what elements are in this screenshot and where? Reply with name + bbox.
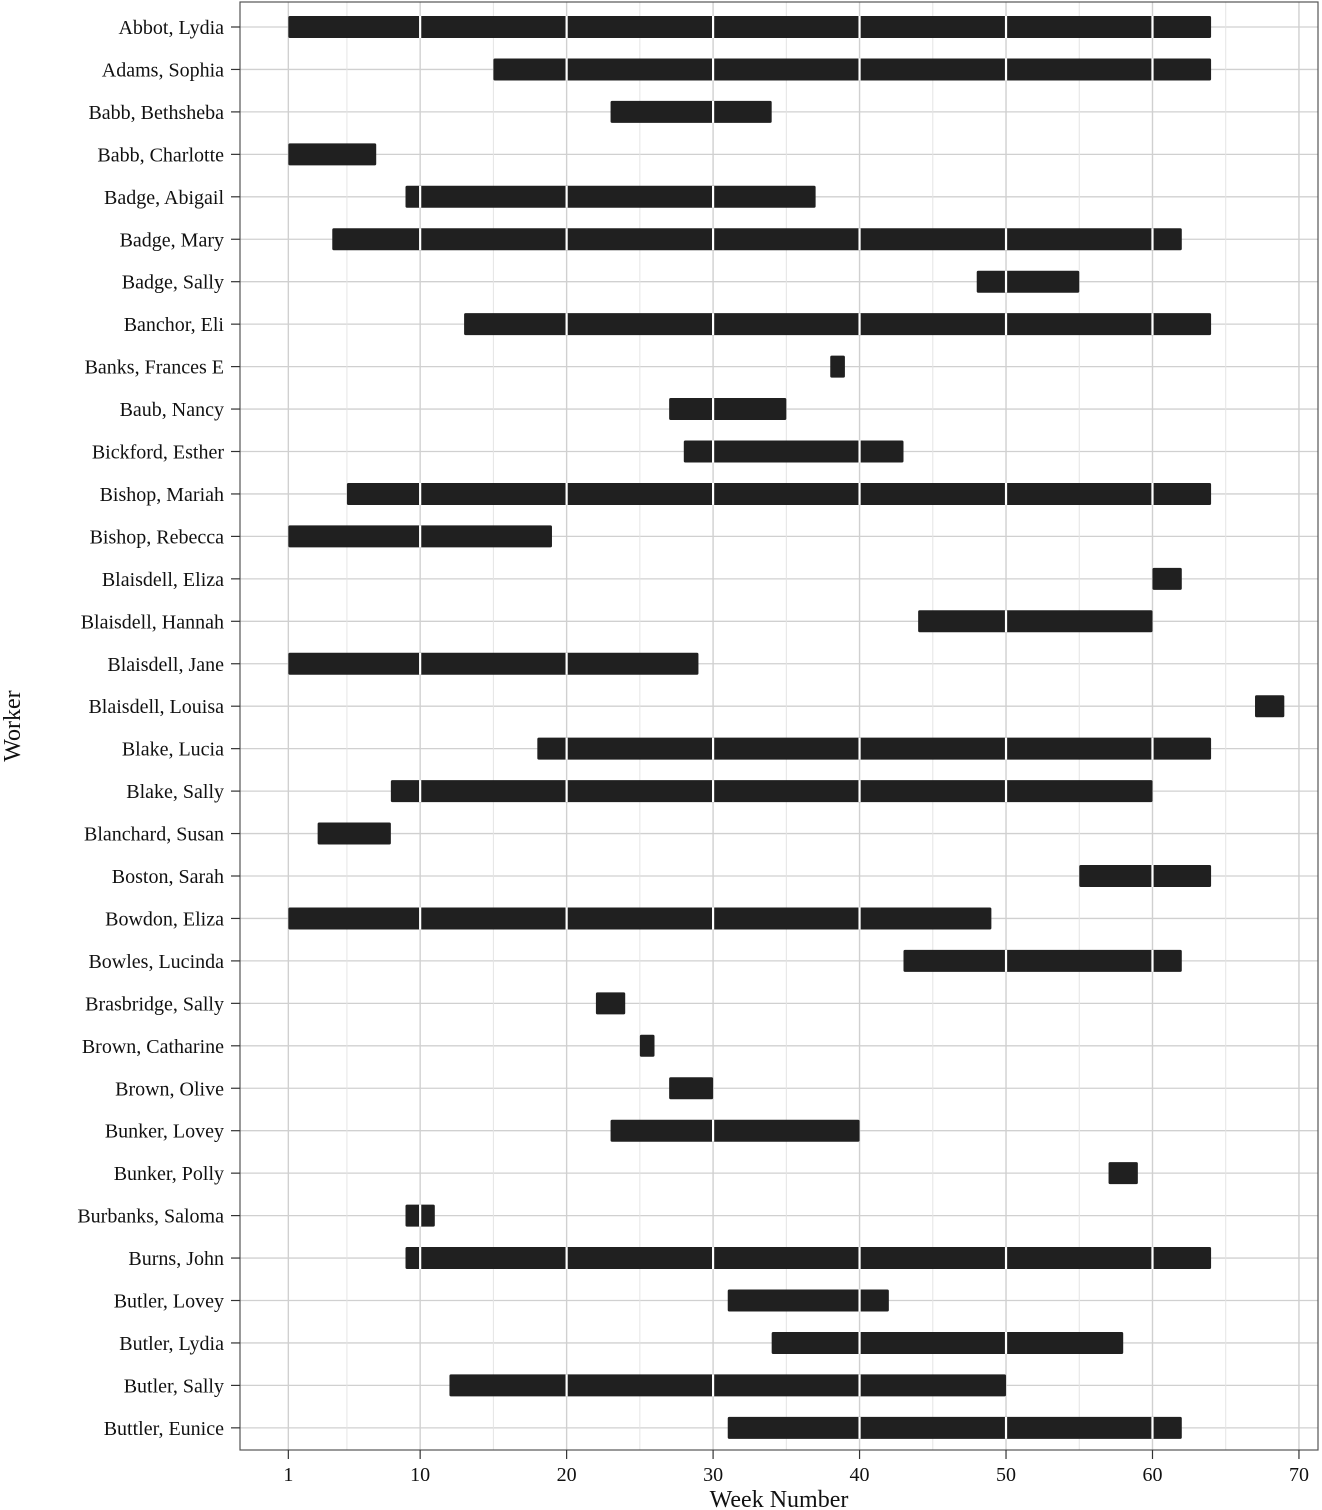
bar-banchor-eli [464, 313, 1211, 335]
x-tick-label: 60 [1142, 1464, 1163, 1486]
bar-blake-sally [391, 780, 1153, 802]
y-tick-label: Butler, Sally [123, 1375, 224, 1398]
bar-blanchard-susan [318, 823, 391, 845]
x-axis-title: Week Number [709, 1487, 849, 1510]
x-tick-label: 1 [283, 1464, 294, 1486]
bar-bowles-lucinda [903, 950, 1181, 972]
y-tick-label: Banchor, Eli [123, 314, 224, 337]
bar-buttler-eunice [728, 1417, 1182, 1439]
y-tick-label: Blaisdell, Hannah [80, 611, 224, 634]
bar-babb-charlotte [288, 143, 376, 165]
bar-baub-nancy [669, 398, 786, 420]
y-tick-label: Brown, Olive [115, 1078, 224, 1101]
bar-bowdon-eliza [288, 907, 991, 929]
bar-bunker-polly [1109, 1162, 1138, 1184]
y-tick-label: Banks, Frances E [84, 356, 224, 379]
y-tick-label: Babb, Charlotte [97, 144, 224, 167]
bar-boston-sarah [1079, 865, 1211, 887]
y-tick-label: Blaisdell, Louisa [88, 696, 224, 719]
y-tick-label: Badge, Abigail [104, 186, 224, 209]
bar-blaisdell-eliza [1152, 568, 1181, 590]
y-tick-label: Burbanks, Saloma [77, 1205, 224, 1228]
y-tick-label: Bickford, Esther [91, 441, 224, 464]
x-tick-label: 70 [1288, 1464, 1309, 1486]
y-tick-label: Butler, Lovey [113, 1290, 224, 1313]
bar-burns-john [406, 1247, 1212, 1269]
bar-brown-olive [669, 1077, 713, 1099]
y-tick-label: Bowles, Lucinda [88, 950, 224, 973]
y-tick-label: Babb, Bethsheba [88, 101, 224, 124]
y-tick-label: Bishop, Mariah [99, 483, 224, 506]
x-tick-label: 50 [996, 1464, 1017, 1486]
bar-badge-mary [332, 228, 1182, 250]
y-tick-label: Badge, Mary [119, 229, 224, 252]
bar-babb-bethsheba [611, 101, 772, 123]
bar-blaisdell-jane [288, 653, 698, 675]
bar-abbot-lydia [288, 16, 1211, 38]
y-tick-label: Adams, Sophia [101, 59, 224, 82]
plot-panel [240, 2, 1318, 1450]
x-tick-label: 10 [410, 1464, 431, 1486]
y-axis-title: Worker [0, 690, 26, 762]
bar-blaisdell-hannah [918, 610, 1152, 632]
y-tick-label: Butler, Lydia [119, 1332, 224, 1355]
bar-bishop-mariah [347, 483, 1211, 505]
y-tick-label: Buttler, Eunice [103, 1417, 224, 1440]
bar-butler-sally [449, 1374, 1006, 1396]
y-tick-label: Blake, Sally [126, 781, 224, 804]
y-tick-label: Baub, Nancy [119, 399, 224, 422]
y-axis-ticks [77, 17, 240, 1440]
y-tick-label: Burns, John [128, 1248, 224, 1271]
bar-blaisdell-louisa [1255, 695, 1284, 717]
y-tick-label: Bunker, Lovey [104, 1120, 224, 1143]
x-tick-label: 20 [556, 1464, 577, 1486]
bar-badge-sally [977, 271, 1080, 293]
bar-blake-lucia [537, 738, 1211, 760]
bar-butler-lovey [728, 1290, 889, 1312]
bar-bickford-esther [684, 441, 904, 463]
x-tick-label: 40 [849, 1464, 870, 1486]
y-tick-label: Boston, Sarah [111, 866, 224, 888]
y-tick-label: Bunker, Polly [113, 1163, 224, 1186]
y-tick-label: Blaisdell, Eliza [101, 568, 224, 591]
y-tick-label: Blaisdell, Jane [107, 653, 224, 676]
bar-brown-catharine [640, 1035, 655, 1057]
x-tick-label: 30 [703, 1464, 724, 1486]
bar-butler-lydia [772, 1332, 1124, 1354]
y-tick-label: Brasbridge, Sally [85, 993, 224, 1016]
y-tick-label: Bowdon, Eliza [105, 908, 224, 931]
bar-bunker-lovey [611, 1120, 860, 1142]
y-tick-label: Bishop, Rebecca [89, 526, 224, 549]
y-tick-label: Blanchard, Susan [84, 823, 224, 846]
y-tick-label: Badge, Sally [121, 271, 224, 294]
bar-badge-abigail [406, 186, 816, 208]
bar-brasbridge-sally [596, 992, 625, 1014]
x-axis-ticks [283, 1450, 1309, 1486]
y-tick-label: Blake, Lucia [121, 738, 224, 761]
y-tick-label: Abbot, Lydia [118, 17, 224, 39]
bar-adams-sophia [493, 58, 1211, 80]
bar-banks-frances-e [830, 356, 845, 378]
y-tick-label: Brown, Catharine [81, 1035, 224, 1058]
